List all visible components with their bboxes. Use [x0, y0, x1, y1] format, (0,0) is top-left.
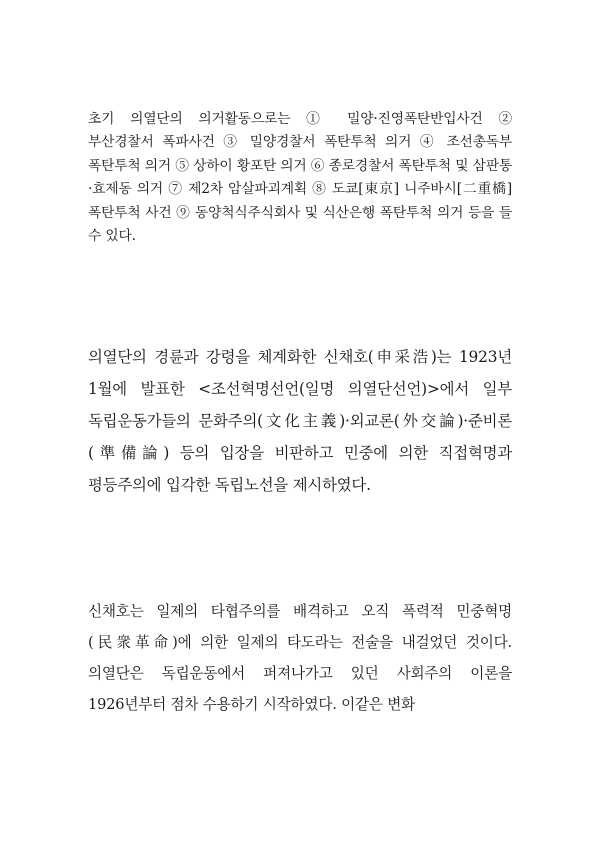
paragraph-revolution-declaration: 의열단의 경륜과 강령을 체계화한 신채호(申采浩)는 1923년 1월에 발표한 <조선혁명선언(일명 의열단선언)>에서 일부 독립운동가들의 문화주의(文化主義)·외교론(外交論)·준비론(準備論) 등의 입장을 비판하고 민중에 의한 직접혁명과 평등주의에 입각한 독립노선을 제시하였다.: [88, 348, 512, 494]
paragraph-shin-chaeho-strategy: 신채호는 일제의 타협주의를 배격하고 오직 폭력적 민중혁명(民衆革命)에 의한 일제의 타도라는 전술을 내걸었던 것이다. 의열단은 독립운동에서 퍼져나가고 있던 사회주의 이론을 1926년부터 점차 수용하기 시작하였다. 이같은 변화: [88, 603, 512, 713]
paragraph-early-activities: 초기 의열단의 의거활동으로는 ① 밀양·진영폭탄반입사건 ② 부산경찰서 폭파사건 ③ 밀양경찰서 폭탄투척 의거 ④ 조선총독부 폭탄투척 의거 ⑤ 상하이 황포탄 의거 ⑥ 종로경찰서 폭탄투척 및 삼판통·효제동 의거 ⑦ 제2차 암살파괴계획 ⑧ 도쿄[東京] 니주바시[二重橋]폭탄투척 사건 ⑨ 동양척식주식회사 및 식산은행 폭탄투척 의거 등을 들 수 있다.: [88, 111, 512, 245]
